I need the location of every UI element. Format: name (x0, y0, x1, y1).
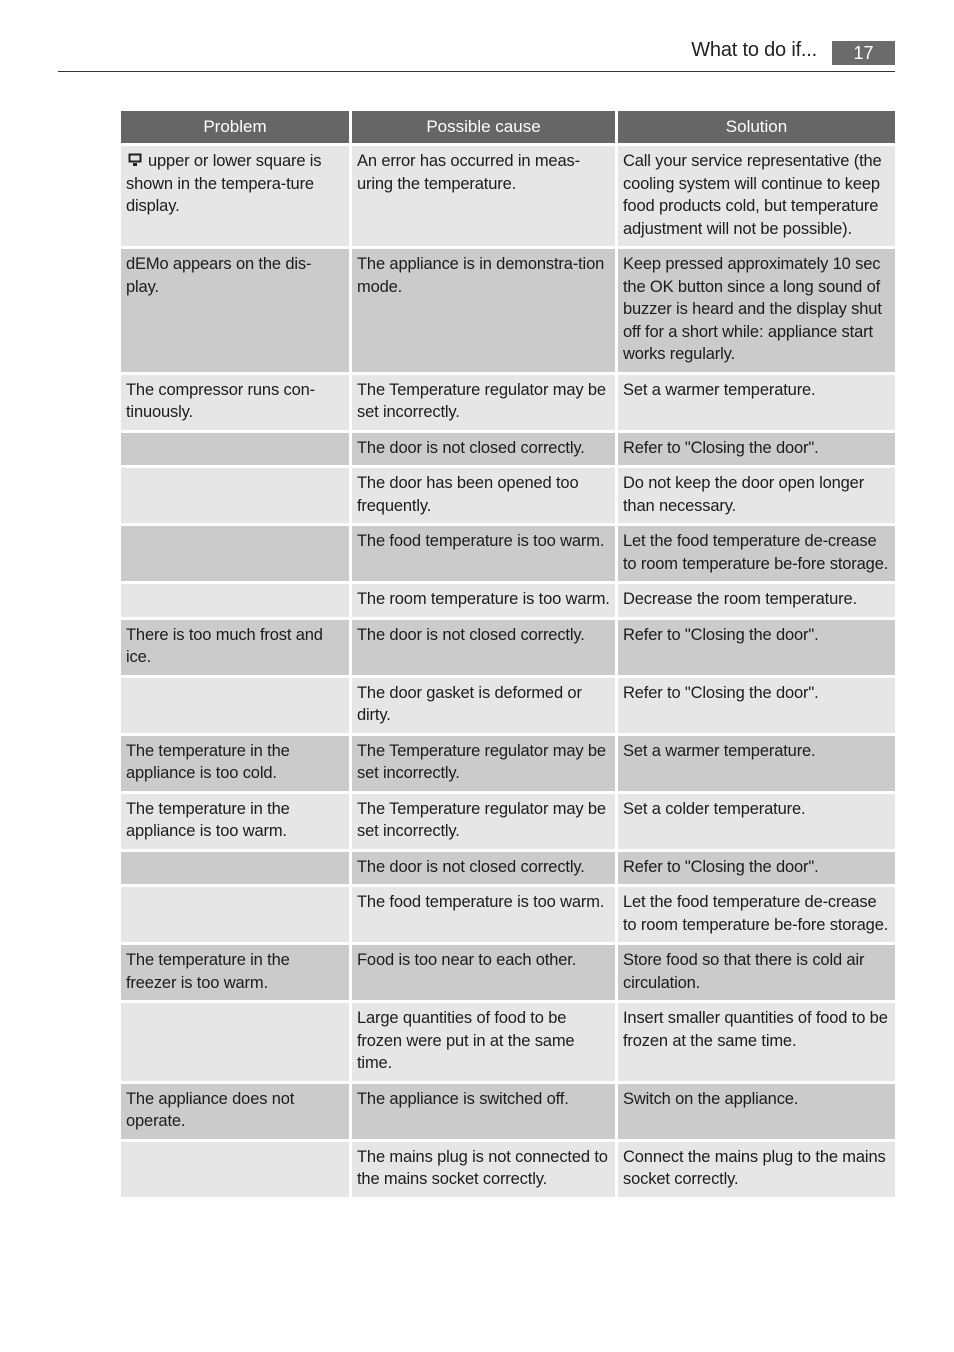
problem-cell (121, 852, 352, 888)
table-row (121, 1003, 895, 1084)
solution-cell: Set a colder temperature. (618, 794, 895, 852)
cause-cell: The door is not closed correctly. (352, 433, 618, 469)
cause-cell: The mains plug is not connected to the mains socket correctly. (352, 1142, 618, 1200)
table-row (121, 678, 895, 736)
problem-cell (121, 468, 352, 526)
table-row (121, 433, 895, 469)
table-row (121, 620, 895, 678)
cause-cell: The door gasket is deformed or dirty. (352, 678, 618, 736)
problem-text: upper or lower square is shown in the tempera-ture display. (126, 152, 322, 215)
cause-cell: Large quantities of food to be frozen were put in at the same time. (352, 1003, 618, 1084)
problem-cell (121, 678, 352, 736)
troubleshooting-table (121, 111, 895, 1200)
problem-cell (121, 584, 352, 620)
solution-cell: Decrease the room temperature. (618, 584, 895, 620)
table-row (121, 146, 895, 249)
problem-cell (121, 887, 352, 945)
cause-cell: An error has occurred in meas-uring the temperature. (352, 146, 618, 249)
cause-cell: Food is too near to each other. (352, 945, 618, 1003)
problem-cell: The temperature in the freezer is too warm. (121, 945, 352, 1003)
cause-cell: The room temperature is too warm. (352, 584, 618, 620)
problem-cell: The temperature in the appliance is too cold. (121, 736, 352, 794)
cause-cell: The door is not closed correctly. (352, 852, 618, 888)
solution-cell: Let the food temperature de-crease to room temperature be-fore storage. (618, 887, 895, 945)
table-row (121, 375, 895, 433)
problem-cell (121, 1003, 352, 1084)
problem-cell: The compressor runs con-tinuously. (121, 375, 352, 433)
cause-cell: The food temperature is too warm. (352, 887, 618, 945)
solution-cell: Set a warmer temperature. (618, 736, 895, 794)
solution-cell: Connect the mains plug to the mains socket correctly. (618, 1142, 895, 1200)
square-display-icon (128, 151, 142, 165)
cause-cell: The Temperature regulator may be set incorrectly. (352, 375, 618, 433)
column-header-possible-cause: Possible cause (352, 111, 618, 146)
solution-cell: Keep pressed approximately 10 sec the OK button since a long sound of buzzer is heard and the display shut off for a short while: appliance start works regularly. (618, 249, 895, 375)
problem-cell (121, 146, 352, 249)
cause-cell: The Temperature regulator may be set incorrectly. (352, 794, 618, 852)
table-row (121, 1084, 895, 1142)
table-row (121, 794, 895, 852)
solution-cell: Refer to "Closing the door". (618, 620, 895, 678)
cause-cell: The appliance is in demonstra-tion mode. (352, 249, 618, 375)
problem-cell (121, 1142, 352, 1200)
solution-cell: Let the food temperature de-crease to room temperature be-fore storage. (618, 526, 895, 584)
table-row (121, 1142, 895, 1200)
section-title: What to do if... (691, 39, 817, 61)
solution-cell: Do not keep the door open longer than necessary. (618, 468, 895, 526)
problem-cell: dEMo appears on the dis-play. (121, 249, 352, 375)
table-row (121, 584, 895, 620)
problem-cell (121, 526, 352, 584)
solution-cell: Refer to "Closing the door". (618, 852, 895, 888)
cause-cell: The food temperature is too warm. (352, 526, 618, 584)
table-row (121, 468, 895, 526)
table-row (121, 736, 895, 794)
column-header-solution: Solution (618, 111, 895, 146)
page-header (58, 38, 895, 72)
table-row (121, 945, 895, 1003)
table-header-row (121, 111, 895, 146)
solution-cell: Set a warmer temperature. (618, 375, 895, 433)
problem-cell (121, 433, 352, 469)
page-number: 17 (832, 41, 895, 65)
column-header-problem: Problem (121, 111, 352, 146)
cause-cell: The Temperature regulator may be set incorrectly. (352, 736, 618, 794)
problem-cell: The appliance does not operate. (121, 1084, 352, 1142)
solution-cell: Refer to "Closing the door". (618, 433, 895, 469)
table-row (121, 249, 895, 375)
solution-cell: Switch on the appliance. (618, 1084, 895, 1142)
table-row (121, 852, 895, 888)
problem-cell: The temperature in the appliance is too warm. (121, 794, 352, 852)
cause-cell: The door has been opened too frequently. (352, 468, 618, 526)
solution-cell: Insert smaller quantities of food to be frozen at the same time. (618, 1003, 895, 1084)
problem-cell: There is too much frost and ice. (121, 620, 352, 678)
cause-cell: The door is not closed correctly. (352, 620, 618, 678)
solution-cell: Refer to "Closing the door". (618, 678, 895, 736)
cause-cell: The appliance is switched off. (352, 1084, 618, 1142)
solution-cell: Store food so that there is cold air circulation. (618, 945, 895, 1003)
solution-cell: Call your service representative (the cooling system will continue to keep food products cold, but temperature adjustment will not be possible). (618, 146, 895, 249)
table-row (121, 887, 895, 945)
table-row (121, 526, 895, 584)
